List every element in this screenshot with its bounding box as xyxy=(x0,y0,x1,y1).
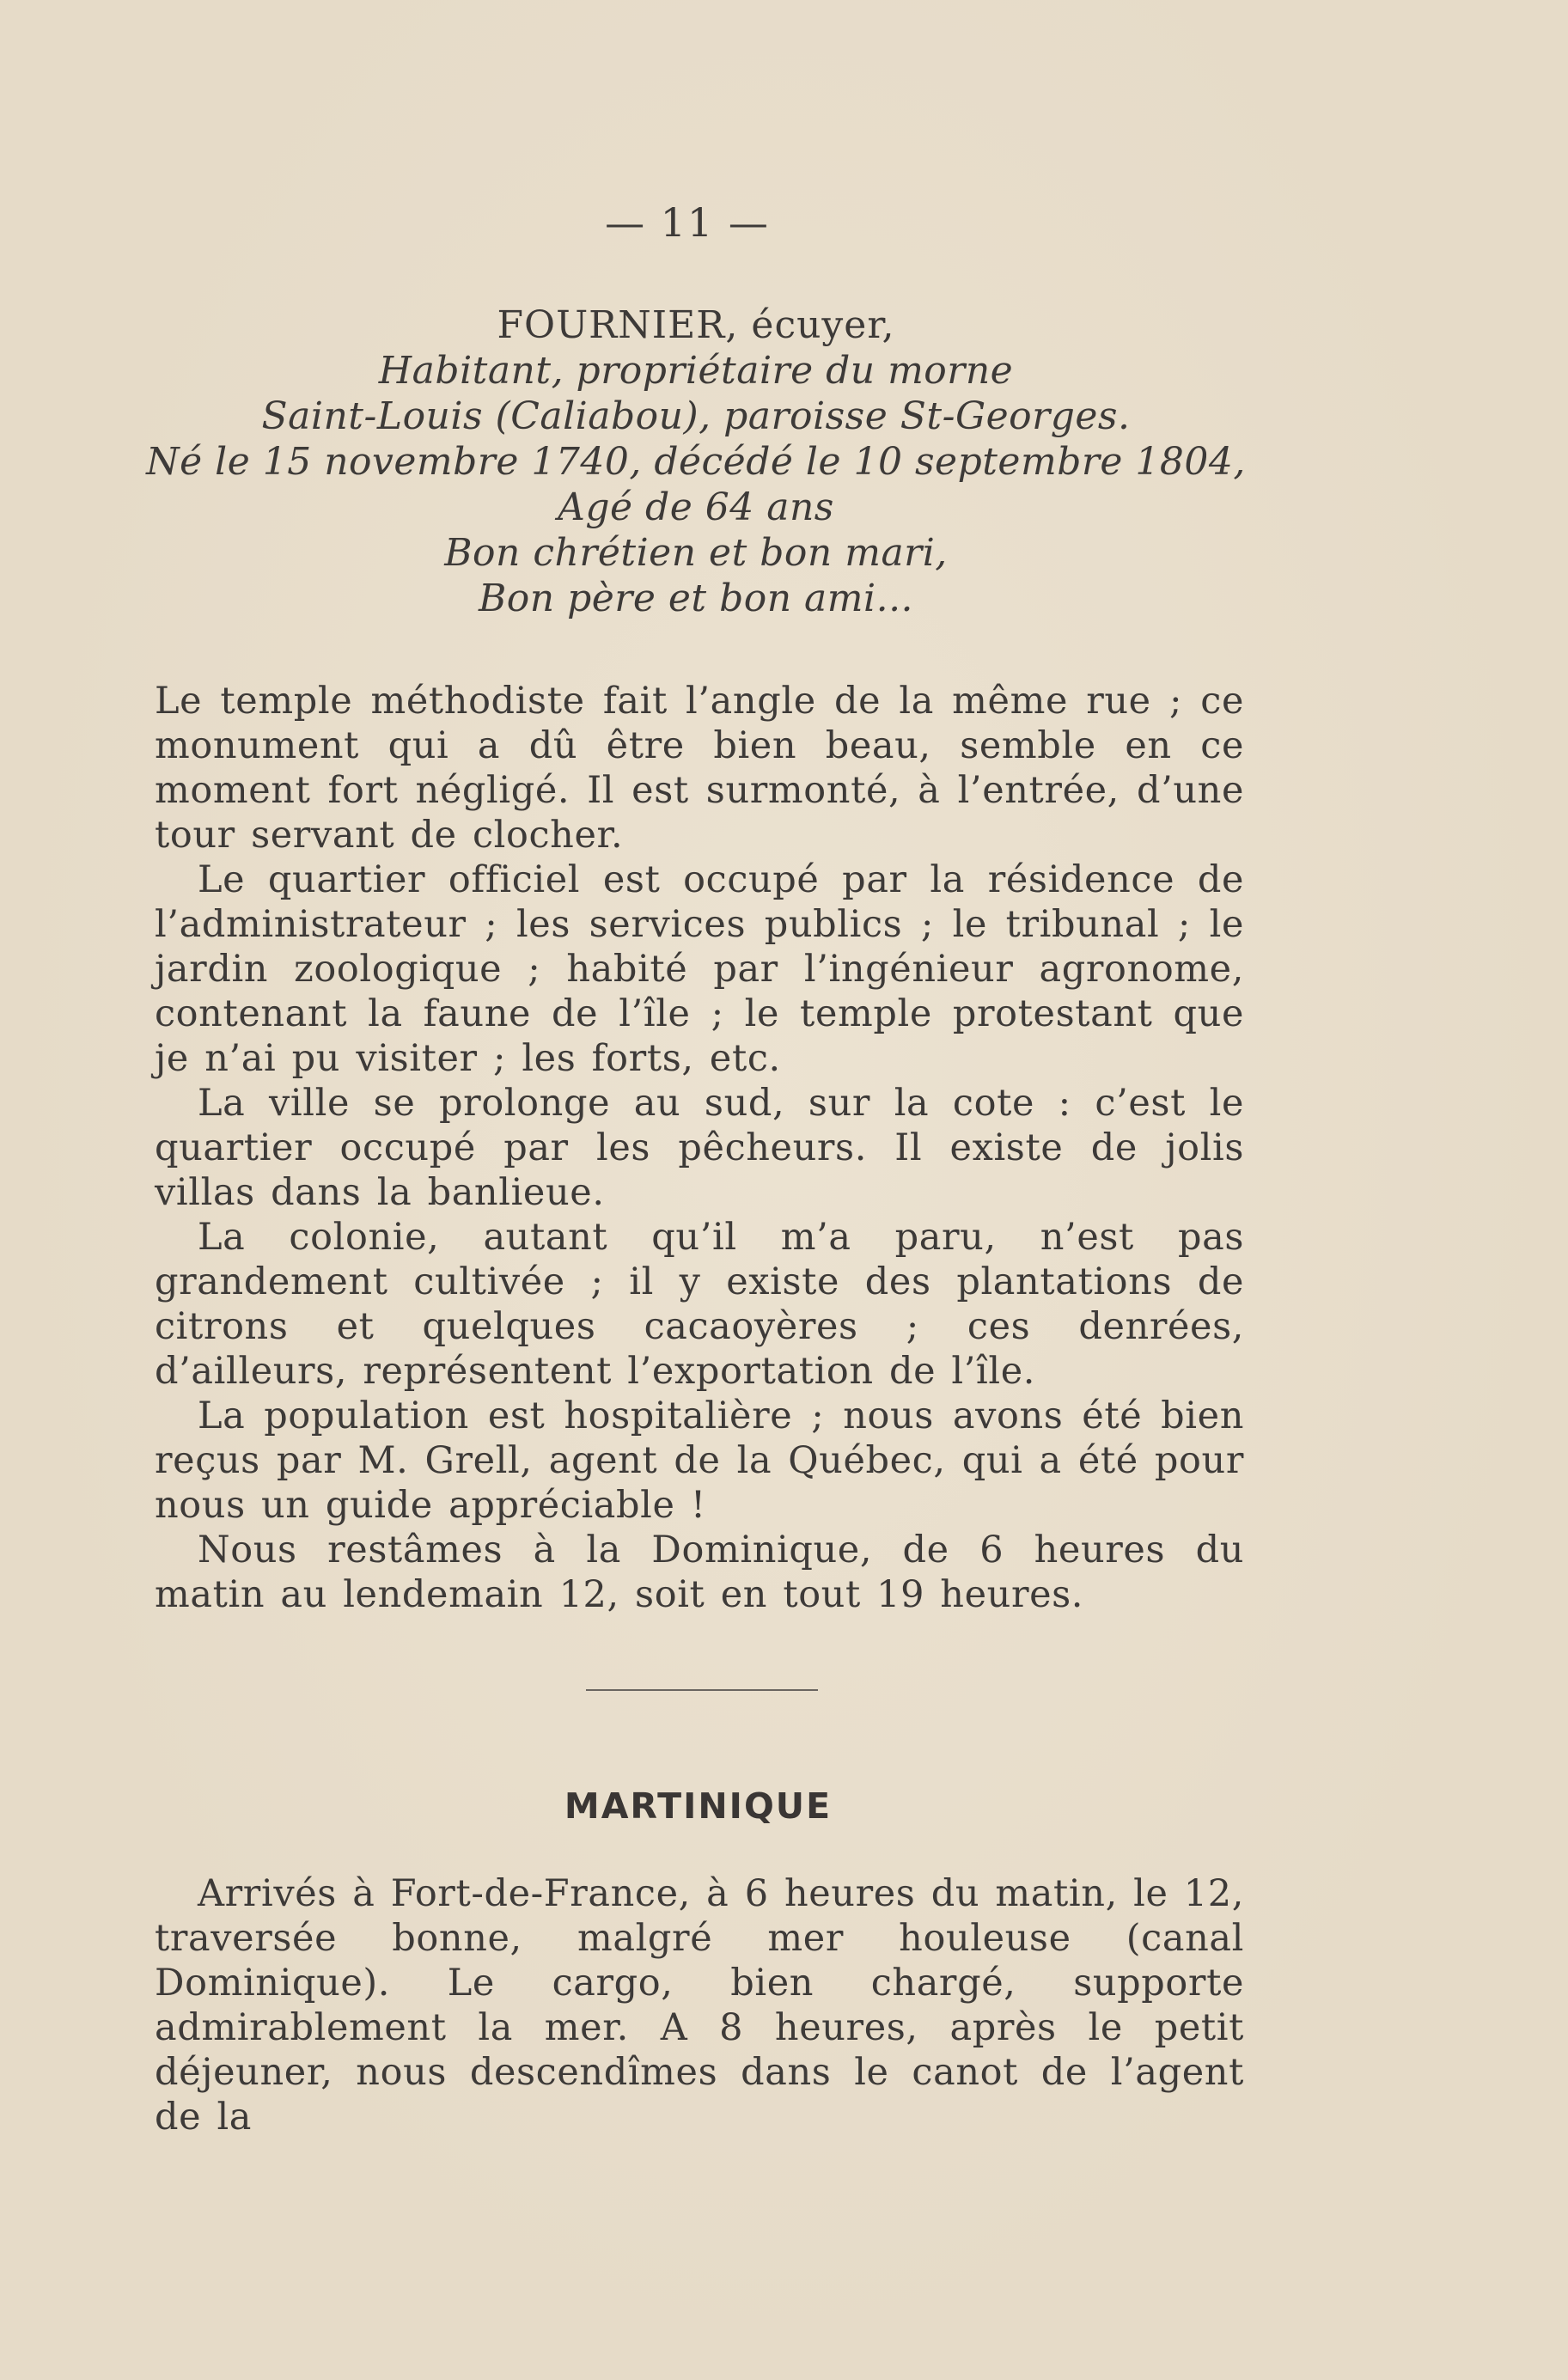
epitaph-name: FOURNIER, écuyer, xyxy=(497,303,895,347)
epitaph-inscription xyxy=(0,302,1392,621)
paragraph: La colonie, autant qu’il m’a paru, n’est pas grandement cultivée ; il y existe des plantations de citrons et quelques cacaoyères ; ces denrées, d’ailleurs, représentent l’exportation de l’île. xyxy=(155,1216,1244,1393)
dominica-text xyxy=(155,679,1244,1617)
section-heading: MARTINIQUE xyxy=(564,1785,833,1827)
paragraph: Nous restâmes à la Dominique, de 6 heures du matin au lendemain 12, soit en tout 19 heures. xyxy=(155,1529,1244,1616)
paragraph: Le temple méthodiste fait l’angle de la même rue ; ce monument qui a dû être bien beau, semble en ce moment fort négligé. Il est surmonté, à l’entrée, d’une tour servant de clocher. xyxy=(155,680,1244,857)
epitaph-line: Bon père et bon ami... xyxy=(478,577,914,620)
paragraph: La population est hospitalière ; nous avons été bien reçus par M. Grell, agent de la Québec, qui a été pour nous un guide appréciable ! xyxy=(155,1394,1244,1527)
paragraph: Arrivés à Fort-de-France, à 6 heures du matin, le 12, traversée bonne, malgré mer houleuse (canal Dominique). Le cargo, bien chargé, supporte admirablement la mer. A 8 heures, après le petit déjeuner, nous descendîmes dans le canot de l’agent de la xyxy=(155,1872,1244,2139)
page-number: — 11 — xyxy=(605,199,770,246)
epitaph-line: Bon chrétien et bon mari, xyxy=(444,531,948,575)
epitaph-line: Né le 15 novembre 1740, décédé le 10 septembre 1804, xyxy=(146,440,1246,484)
section-divider xyxy=(586,1689,818,1691)
epitaph-line: Saint-Louis (Caliabou), paroisse St-Georges. xyxy=(261,394,1131,438)
epitaph-line: Habitant, propriétaire du morne xyxy=(378,349,1014,393)
paragraph: Le quartier officiel est occupé par la résidence de l’administrateur ; les services publics ; le tribunal ; le jardin zoologique ; habité par l’ingénieur agronome, contenant la faune de l’île ; le temple protestant que je n’ai pu visiter ; les forts, etc. xyxy=(155,858,1244,1080)
epitaph-line: Agé de 64 ans xyxy=(558,485,834,529)
martinique-text xyxy=(155,1871,1244,2139)
paragraph: La ville se prolonge au sud, sur la cote : c’est le quartier occupé par les pêcheurs. Il existe de jolis villas dans la banlieue. xyxy=(155,1082,1244,1214)
